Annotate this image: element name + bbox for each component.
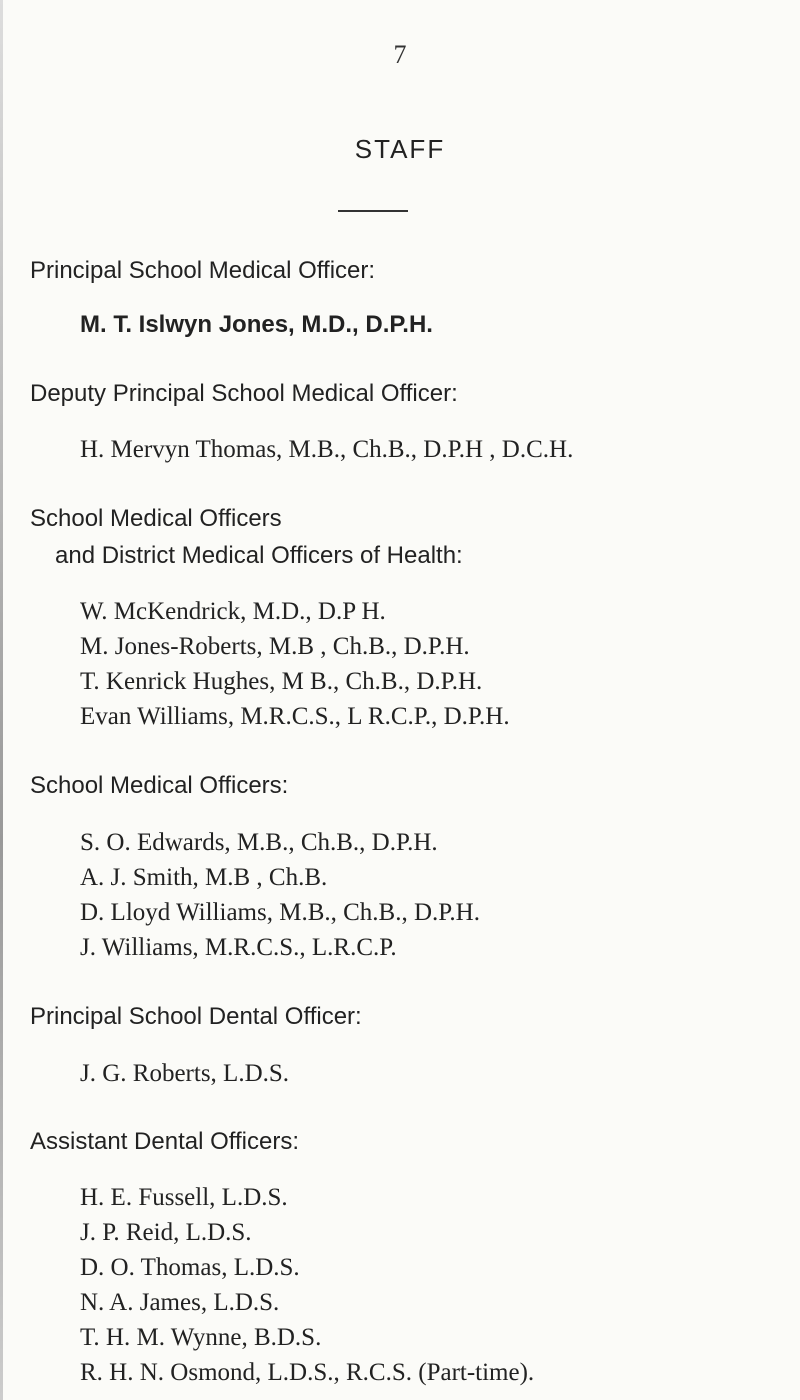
officer-name: M. T. Islwyn Jones, M.D., D.P.H. [80,311,433,338]
officer-name: J. Williams, M.R.C.S., L.R.C.P. [80,934,397,961]
section-heading-assistant-dental-officers: Assistant Dental Officers: [30,1128,299,1155]
officer-name: S. O. Edwards, M.B., Ch.B., D.P.H. [80,829,438,856]
page-number: 7 [393,40,407,69]
section-heading-principal-medical-officer: Principal School Medical Officer: [30,257,376,284]
section-heading-deputy-medical-officer: Deputy Principal School Medical Officer: [30,380,458,407]
officer-name: Evan Williams, M.R.C.S., L R.C.P., D.P.H. [80,703,510,730]
officer-name: N. A. James, L.D.S. [80,1289,280,1316]
page-edge-shadow [0,0,3,1400]
officer-name: R. H. N. Osmond, L.D.S., R.C.S. (Part-time). [80,1359,535,1386]
section-heading-school-medical-officers: School Medical Officers [30,505,282,532]
officer-name: J. P. Reid, L.D.S. [80,1219,252,1246]
officer-name: H. E. Fussell, L.D.S. [80,1184,288,1211]
officer-name: T. H. M. Wynne, B.D.S. [80,1324,322,1351]
officer-name: M. Jones-Roberts, M.B , Ch.B., D.P.H. [80,633,470,660]
officer-name: T. Kenrick Hughes, M B., Ch.B., D.P.H. [80,668,483,695]
page-title: STAFF [354,134,446,164]
officer-name: H. Mervyn Thomas, M.B., Ch.B., D.P.H , D.C.H. [80,436,574,463]
section-heading-principal-dental-officer: Principal School Dental Officer: [30,1003,362,1030]
officer-name: A. J. Smith, M.B , Ch.B. [80,864,328,891]
title-divider [338,210,408,212]
officer-name: D. O. Thomas, L.D.S. [80,1254,300,1281]
officer-name: J. G. Roberts, L.D.S. [80,1060,290,1087]
officer-name: D. Lloyd Williams, M.B., Ch.B., D.P.H. [80,899,480,926]
section-heading-district-medical-officers: and District Medical Officers of Health: [55,542,463,569]
officer-name: W. McKendrick, M.D., D.P H. [80,598,386,625]
section-heading-school-medical-officers-2: School Medical Officers: [30,772,289,799]
